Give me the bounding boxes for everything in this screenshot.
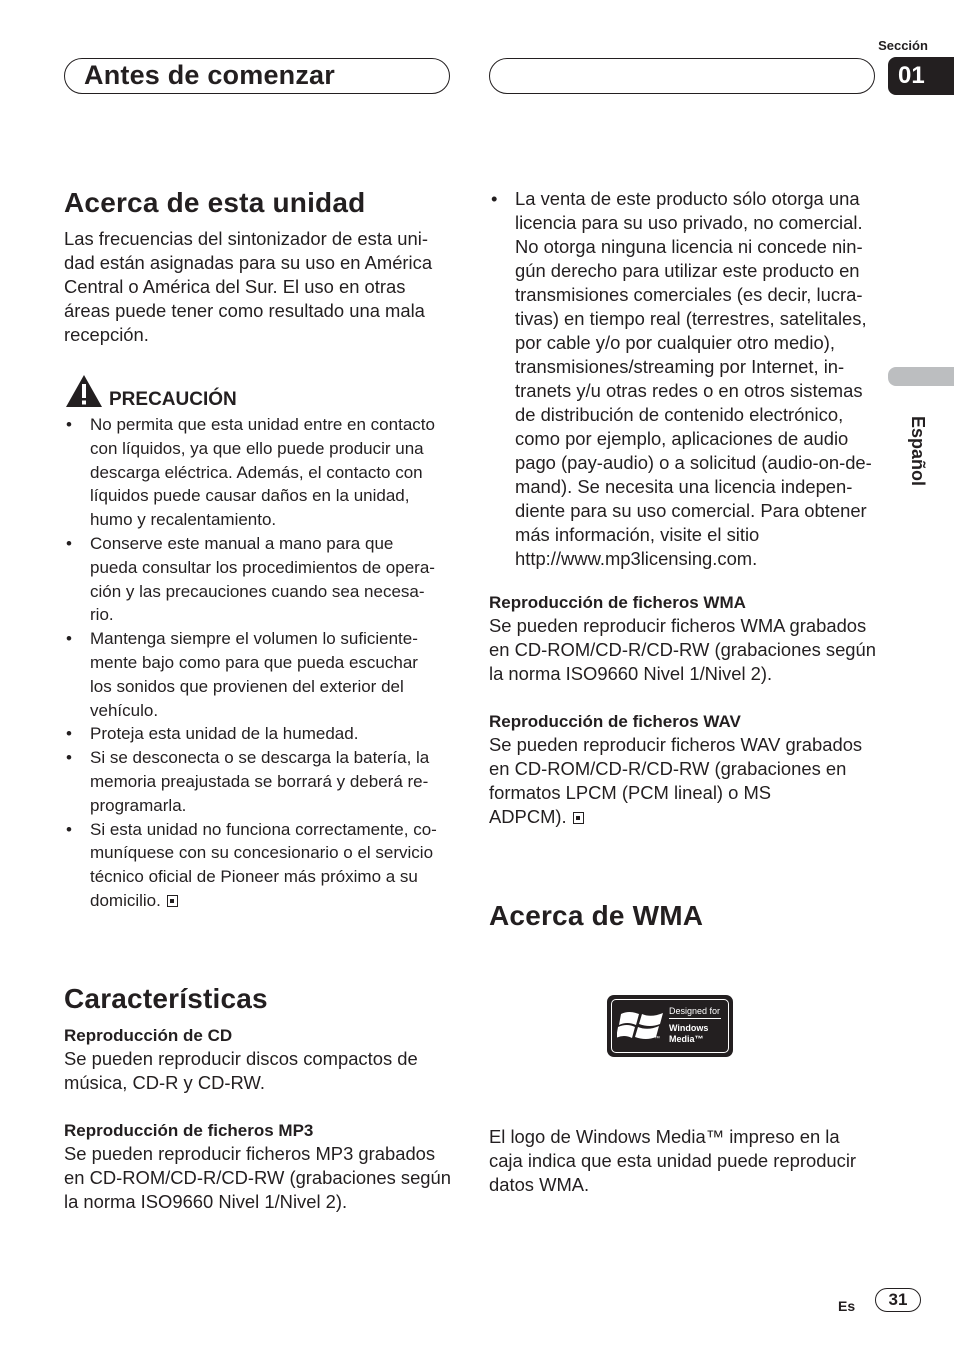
caution-item bbox=[90, 818, 462, 913]
caution-item bbox=[90, 532, 462, 627]
text-line: pago (pay-audio) o a solicitud (audio-on-de- bbox=[515, 452, 872, 473]
license-notice bbox=[515, 187, 885, 571]
text-line: en CD-ROM/CD-R/CD-RW (grabaciones según bbox=[64, 1167, 451, 1188]
text-line: áreas puede tener como resultado una mala bbox=[64, 300, 425, 321]
language-tab-marker bbox=[888, 367, 954, 386]
section-number: 01 bbox=[888, 57, 954, 95]
about-wma-text bbox=[489, 1125, 889, 1197]
text-line: ADPCM). bbox=[489, 806, 567, 827]
caution-title: PRECAUCIÓN bbox=[109, 389, 237, 410]
text-line: líquidos puede causar daños en la unidad, bbox=[90, 486, 410, 506]
text-line: descarga eléctrica. Además, el contacto con bbox=[90, 462, 423, 482]
text-line: Se pueden reproducir ficheros WMA grabados bbox=[489, 615, 867, 636]
text-line: domicilio. bbox=[90, 890, 161, 910]
text-line: rio. bbox=[90, 605, 114, 625]
text-line: http://www.mp3licensing.com. bbox=[515, 548, 758, 569]
about-unit-section bbox=[64, 187, 454, 219]
features-section bbox=[64, 983, 454, 1015]
text-line: mente bajo como para que pueda escuchar bbox=[90, 652, 418, 672]
text-line: Se pueden reproducir ficheros WAV grabados bbox=[489, 734, 863, 755]
text-line: • Si se desconecta o se descarga la batería, la bbox=[90, 748, 430, 768]
text-line: dad están asignadas para su uso en América bbox=[64, 252, 433, 273]
windows-media-logo bbox=[607, 995, 733, 1057]
warning-triangle-icon bbox=[65, 374, 103, 408]
text-line: gún derecho para utilizar este producto en bbox=[515, 260, 860, 281]
logo-divider bbox=[669, 1018, 721, 1019]
text-line: música, CD-R y CD-RW. bbox=[64, 1072, 265, 1093]
text-line: formatos LPCM (PCM lineal) o MS bbox=[489, 782, 772, 803]
logo-windows: Windows bbox=[669, 1023, 709, 1033]
text-line: transmisiones comerciales (es decir, lucra- bbox=[515, 284, 863, 305]
text-line: • La venta de este producto sólo otorga una bbox=[515, 188, 860, 209]
section-label: Sección bbox=[878, 38, 928, 53]
caution-item bbox=[90, 722, 462, 746]
text-line: No otorga ninguna licencia ni concede nin- bbox=[515, 236, 863, 257]
end-mark-icon bbox=[573, 812, 584, 824]
mp3-title: Reproducción de ficheros MP3 bbox=[64, 1121, 314, 1140]
cd-block bbox=[64, 1025, 464, 1095]
text-line: caja indica que esta unidad puede reproducir bbox=[489, 1150, 857, 1171]
text-line: licencia para su uso privado, no comercial. bbox=[515, 212, 863, 233]
about-unit-text bbox=[64, 227, 464, 347]
caution-list bbox=[90, 413, 462, 913]
about-wma-section bbox=[489, 900, 889, 932]
wma-title: Reproducción de ficheros WMA bbox=[489, 593, 746, 612]
caution-item bbox=[90, 627, 462, 722]
mp3-block bbox=[64, 1120, 464, 1214]
text-line: de distribución de contenido electrónico, bbox=[515, 404, 844, 425]
end-mark-icon bbox=[167, 895, 178, 907]
about-wma-heading: Acerca de WMA bbox=[489, 900, 704, 931]
language-tab-label: Español bbox=[908, 415, 928, 486]
caution-item bbox=[90, 413, 462, 532]
text-line: muníquese con su concesionario o el servicio bbox=[90, 843, 434, 863]
license-item bbox=[515, 187, 885, 571]
text-line: • Conserve este manual a mano para que bbox=[90, 533, 394, 553]
text-line: memoria preajustada se borrará y deberá re- bbox=[90, 771, 429, 791]
text-line: • Mantenga siempre el volumen lo suficiente- bbox=[90, 629, 418, 649]
text-line: la norma ISO9660 Nivel 1/Nivel 2). bbox=[64, 1191, 348, 1212]
text-line: recepción. bbox=[64, 324, 149, 345]
text-line bbox=[489, 805, 889, 829]
text-line: como por ejemplo, aplicaciones de audio bbox=[515, 428, 849, 449]
text-line: mand). Se necesita una licencia indepen- bbox=[515, 476, 853, 497]
text-line: tivas) en tiempo real (terrestres, satelitales, bbox=[515, 308, 867, 329]
text-line bbox=[90, 889, 462, 913]
header-title: Antes de comenzar bbox=[84, 60, 335, 90]
logo-designed-for: Designed for bbox=[669, 1006, 721, 1016]
text-line: Se pueden reproducir ficheros MP3 grabados bbox=[64, 1143, 436, 1164]
text-line: pueda consultar los procedimientos de opera- bbox=[90, 557, 435, 577]
text-line: los sonidos que provienen del exterior del bbox=[90, 676, 404, 696]
text-line: vehículo. bbox=[90, 700, 159, 720]
text-line: con líquidos, ya que ello puede producir una bbox=[90, 438, 424, 458]
logo-tm: ™ bbox=[654, 1036, 660, 1042]
text-line: en CD-ROM/CD-R/CD-RW (grabaciones en bbox=[489, 758, 847, 779]
text-line: programarla. bbox=[90, 795, 187, 815]
cd-title: Reproducción de CD bbox=[64, 1026, 233, 1045]
caution-item bbox=[90, 746, 462, 817]
text-line: • Proteja esta unidad de la humedad. bbox=[90, 724, 359, 744]
text-line: Las frecuencias del sintonizador de esta uni- bbox=[64, 228, 428, 249]
text-line: en CD-ROM/CD-R/CD-RW (grabaciones según bbox=[489, 639, 876, 660]
text-line: transmisiones/streaming por Internet, in- bbox=[515, 356, 845, 377]
language-code: Es bbox=[838, 1298, 856, 1314]
text-line: • No permita que esta unidad entre en contacto bbox=[90, 415, 435, 434]
text-line: más información, visite el sitio bbox=[515, 524, 760, 545]
wav-block bbox=[489, 711, 889, 829]
text-line: datos WMA. bbox=[489, 1174, 590, 1195]
wma-block bbox=[489, 592, 889, 686]
text-line: la norma ISO9660 Nivel 1/Nivel 2). bbox=[489, 663, 773, 684]
header-empty-frame bbox=[489, 58, 875, 94]
wav-title: Reproducción de ficheros WAV bbox=[489, 712, 741, 731]
text-line: tranets y/u otras redes o en otros sistemas bbox=[515, 380, 863, 401]
logo-media: Media™ bbox=[669, 1034, 704, 1044]
text-line: Central o América del Sur. El uso en otras bbox=[64, 276, 406, 297]
text-line: ción y las precauciones cuando sea necesa- bbox=[90, 581, 425, 601]
text-line: • Si esta unidad no funciona correctamente, co- bbox=[90, 819, 437, 839]
text-line: humo y recalentamiento. bbox=[90, 510, 277, 530]
features-heading: Características bbox=[64, 983, 268, 1014]
text-line: El logo de Windows Media™ impreso en la bbox=[489, 1126, 840, 1147]
text-line: Se pueden reproducir discos compactos de bbox=[64, 1048, 418, 1069]
page-number: 31 bbox=[875, 1288, 921, 1312]
text-line: técnico oficial de Pioneer más próximo a su bbox=[90, 867, 418, 887]
text-line: por cable y/o por cualquier otro medio), bbox=[515, 332, 835, 353]
text-line: diente para su uso comercial. Para obtener bbox=[515, 500, 867, 521]
about-unit-heading: Acerca de esta unidad bbox=[64, 187, 366, 218]
